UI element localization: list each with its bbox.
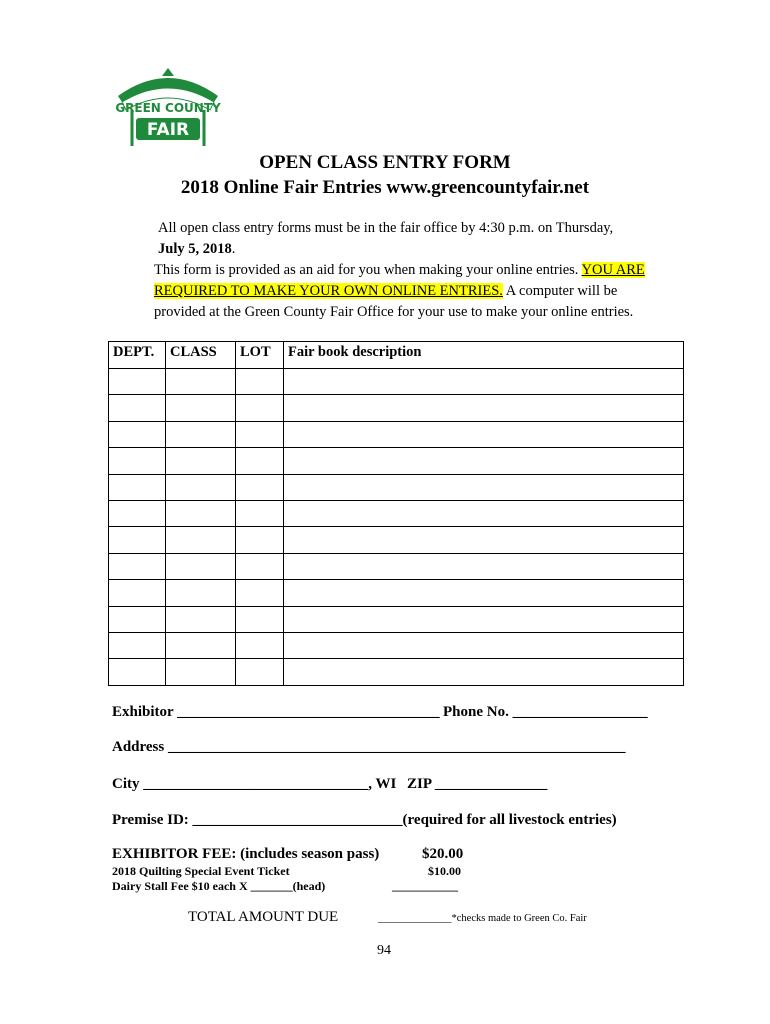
entry-cell-description[interactable]: [284, 501, 684, 527]
form-title: OPEN CLASS ENTRY FORM: [259, 152, 511, 173]
table-row: [109, 501, 684, 527]
total-amount-label: TOTAL AMOUNT DUE: [188, 909, 339, 925]
entry-cell-class[interactable]: [166, 527, 236, 553]
phone-field[interactable]: Phone No. __________________: [443, 704, 648, 720]
entry-cell-lot[interactable]: [236, 369, 284, 395]
entry-cell-class[interactable]: [166, 580, 236, 606]
entry-cell-description[interactable]: [284, 659, 684, 686]
entry-cell-description[interactable]: [284, 421, 684, 447]
table-row: [109, 369, 684, 395]
dairy-stall-fee-label[interactable]: Dairy Stall Fee $10 each X _______(head): [112, 879, 326, 893]
instruction-text-end: A computer will be provided at the Green County Fair Office for your use to make your online entries.: [154, 283, 634, 320]
total-amount-blank[interactable]: [378, 913, 587, 924]
entry-cell-dept[interactable]: [109, 501, 166, 527]
checks-note: *checks made to Green Co. Fair: [451, 913, 587, 924]
entry-cell-description[interactable]: [284, 606, 684, 632]
entry-cell-description[interactable]: [284, 369, 684, 395]
entry-cell-class[interactable]: [166, 606, 236, 632]
total-amount-line[interactable]: ______________: [378, 913, 452, 924]
table-row: [109, 606, 684, 632]
entry-cell-dept[interactable]: [109, 474, 166, 500]
entry-cell-class[interactable]: [166, 633, 236, 659]
entry-cell-description[interactable]: [284, 553, 684, 579]
entry-cell-class[interactable]: [166, 501, 236, 527]
entry-cell-lot[interactable]: [236, 580, 284, 606]
table-row: [109, 527, 684, 553]
entry-cell-class[interactable]: [166, 369, 236, 395]
entry-cell-description[interactable]: [284, 633, 684, 659]
required-notice: YOU ARE REQUIRED TO MAKE YOUR OWN ONLINE ENTRIES.: [154, 262, 645, 299]
table-row: [109, 580, 684, 606]
deadline-date: July 5, 2018: [158, 241, 232, 257]
entry-cell-dept[interactable]: [109, 527, 166, 553]
exhibitor-fee-label: EXHIBITOR FEE: (includes season pass): [112, 846, 380, 862]
entry-cell-class[interactable]: [166, 659, 236, 686]
table-row: [109, 395, 684, 421]
entry-cell-class[interactable]: [166, 395, 236, 421]
exhibitor-fee-value: $20.00: [422, 846, 464, 862]
entry-cell-lot[interactable]: [236, 659, 284, 686]
table-header-row: [109, 342, 684, 369]
table-row: [109, 659, 684, 686]
city-field[interactable]: City ______________________________, WI: [112, 776, 397, 792]
logo-text-top: GREEN COUNTY: [115, 101, 221, 115]
entry-cell-lot[interactable]: [236, 606, 284, 632]
entry-cell-description[interactable]: [284, 448, 684, 474]
entries-table: [108, 341, 684, 686]
col-header-description: Fair book description: [284, 342, 684, 369]
table-row: [109, 421, 684, 447]
entry-cell-dept[interactable]: [109, 606, 166, 632]
table-row: [109, 474, 684, 500]
entry-cell-lot[interactable]: [236, 527, 284, 553]
address-field[interactable]: Address _____________________________________________________________: [112, 739, 626, 755]
entry-cell-class[interactable]: [166, 448, 236, 474]
entry-cell-dept[interactable]: [109, 580, 166, 606]
entry-cell-description[interactable]: [284, 395, 684, 421]
entry-cell-class[interactable]: [166, 553, 236, 579]
instruction-text: This form is provided as an aid for you when making your online entries.: [154, 262, 582, 278]
quilting-ticket-label: 2018 Quilting Special Event Ticket: [112, 864, 290, 878]
quilting-ticket-value: $10.00: [428, 864, 461, 878]
instructions: [154, 218, 674, 323]
deadline-line: All open class entry forms must be in the fair office by 4:30 p.m. on Thursday,: [158, 220, 614, 236]
col-header-class: CLASS: [166, 342, 236, 369]
entry-cell-dept[interactable]: [109, 633, 166, 659]
entry-cell-dept[interactable]: [109, 395, 166, 421]
entry-cell-dept[interactable]: [109, 421, 166, 447]
col-header-lot: LOT: [236, 342, 284, 369]
table-row: [109, 553, 684, 579]
entry-cell-dept[interactable]: [109, 448, 166, 474]
green-county-fair-logo: [110, 66, 226, 148]
form-subtitle: 2018 Online Fair Entries www.greencountyfair.net: [180, 177, 590, 198]
entry-cell-lot[interactable]: [236, 421, 284, 447]
exhibitor-field[interactable]: Exhibitor ___________________________________: [112, 704, 440, 720]
col-header-dept: DEPT.: [109, 342, 166, 369]
entry-cell-lot[interactable]: [236, 395, 284, 421]
table-row: [109, 448, 684, 474]
entry-cell-class[interactable]: [166, 474, 236, 500]
entry-cell-lot[interactable]: [236, 633, 284, 659]
entry-cell-description[interactable]: [284, 527, 684, 553]
entry-cell-lot[interactable]: [236, 553, 284, 579]
entry-cell-description[interactable]: [284, 474, 684, 500]
zip-field[interactable]: ZIP _______________: [407, 776, 548, 792]
entry-cell-dept[interactable]: [109, 659, 166, 686]
entry-cell-description[interactable]: [284, 580, 684, 606]
entry-cell-class[interactable]: [166, 421, 236, 447]
entry-cell-dept[interactable]: [109, 369, 166, 395]
deadline-date-period: .: [231, 241, 236, 257]
entry-cell-lot[interactable]: [236, 501, 284, 527]
premise-id-field[interactable]: Premise ID: ____________________________(required for all livestock entries): [112, 812, 617, 828]
table-row: [109, 633, 684, 659]
logo-text-bottom: FAIR: [146, 120, 190, 140]
entry-cell-dept[interactable]: [109, 553, 166, 579]
entry-cell-lot[interactable]: [236, 474, 284, 500]
entry-cell-lot[interactable]: [236, 448, 284, 474]
page-number: 94: [377, 943, 391, 958]
dairy-stall-fee-blank[interactable]: ___________: [392, 879, 458, 893]
